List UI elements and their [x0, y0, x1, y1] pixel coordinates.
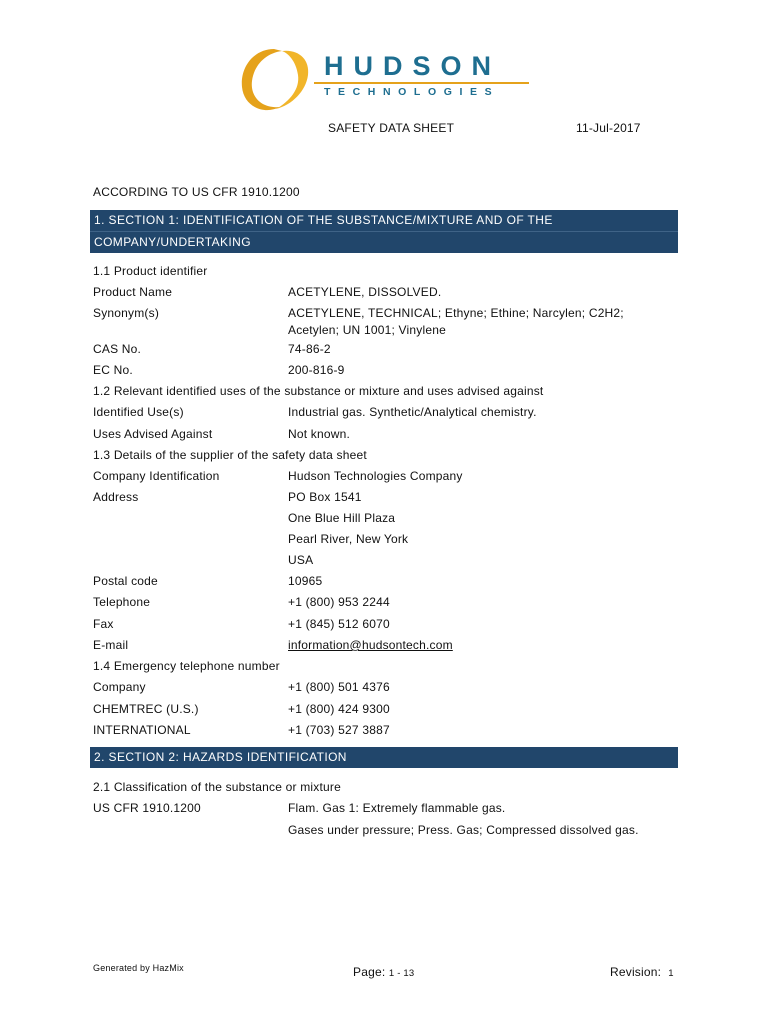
cas-label: CAS No.: [93, 342, 142, 356]
emergency-value: +1 (800) 501 4376: [288, 680, 390, 694]
emergency-value: +1 (703) 527 3887: [288, 723, 390, 737]
uses-advised-value: Not known.: [288, 427, 351, 441]
company-id-label: Company Identification: [93, 469, 220, 483]
email-link[interactable]: information@hudsontech.com: [288, 638, 453, 652]
company-id-row: [93, 467, 673, 485]
emergency-row: [93, 678, 673, 696]
footer-generated: Generated by HazMix: [93, 963, 184, 973]
footer-page-label: Page:: [353, 965, 386, 979]
cas-row: [93, 340, 673, 358]
subsection-2-1: [93, 778, 673, 796]
telephone-row: [93, 593, 673, 611]
footer-page: [353, 965, 414, 979]
emergency-row: [93, 700, 673, 718]
product-name-value: ACETYLENE, DISSOLVED.: [288, 285, 442, 299]
cas-value: 74-86-2: [288, 342, 331, 356]
footer-revision-value: 1: [668, 968, 674, 979]
synonyms-row-cont: [93, 321, 673, 339]
uses-advised-row: [93, 425, 673, 443]
fax-value: +1 (845) 512 6070: [288, 617, 390, 631]
ec-label: EC No.: [93, 363, 133, 377]
address-label: Address: [93, 490, 139, 504]
telephone-value: +1 (800) 953 2244: [288, 595, 390, 609]
synonyms-value-line2: Acetylen; UN 1001; Vinylene: [288, 323, 446, 337]
emergency-value: +1 (800) 424 9300: [288, 702, 390, 716]
section-1-title-line1: 1. SECTION 1: IDENTIFICATION OF THE SUBSTANCE/MIXTURE AND OF THE: [94, 213, 553, 227]
classification-row-cont: [93, 821, 673, 839]
footer-revision: [610, 965, 674, 979]
subsection-1-2: [93, 382, 673, 400]
classification-label: US CFR 1910.1200: [93, 801, 201, 815]
footer-revision-label: Revision:: [610, 965, 662, 979]
identified-uses-row: [93, 403, 673, 421]
section-1-header: [90, 210, 678, 253]
subsection-2-1-title: 2.1 Classification of the substance or mixture: [93, 780, 341, 794]
classification-value-line2: Gases under pressure; Press. Gas; Compressed dissolved gas.: [288, 823, 639, 837]
document-date: 11-Jul-2017: [576, 121, 641, 135]
subsection-1-1-title: 1.1 Product identifier: [93, 264, 208, 278]
classification-row: [93, 799, 673, 817]
address-row: [93, 530, 673, 548]
address-line: PO Box 1541: [288, 490, 362, 504]
address-row: [93, 488, 673, 506]
subsection-1-1: [93, 262, 673, 280]
subsection-1-2-title: 1.2 Relevant identified uses of the substance or mixture and uses advised against: [93, 384, 544, 398]
email-label: E-mail: [93, 638, 129, 652]
address-line: USA: [288, 553, 314, 567]
section-2-title: 2. SECTION 2: HAZARDS IDENTIFICATION: [94, 750, 347, 764]
company-logo: [236, 45, 536, 117]
document-title: SAFETY DATA SHEET: [328, 121, 455, 135]
company-id-value: Hudson Technologies Company: [288, 469, 463, 483]
section-2-header: [90, 747, 678, 768]
postal-row: [93, 572, 673, 590]
ec-value: 200-816-9: [288, 363, 345, 377]
identified-uses-label: Identified Use(s): [93, 405, 184, 419]
subsection-1-4-title: 1.4 Emergency telephone number: [93, 659, 280, 673]
classification-value-line1: Flam. Gas 1: Extremely flammable gas.: [288, 801, 506, 815]
address-line: Pearl River, New York: [288, 532, 409, 546]
brand-divider: [314, 82, 529, 84]
uses-advised-label: Uses Advised Against: [93, 427, 213, 441]
fax-row: [93, 615, 673, 633]
address-line: One Blue Hill Plaza: [288, 511, 396, 525]
emergency-label: CHEMTREC (U.S.): [93, 702, 199, 716]
subsection-1-4: [93, 657, 673, 675]
address-row: [93, 551, 673, 569]
section-1-title-line2: COMPANY/UNDERTAKING: [94, 235, 251, 249]
product-name-label: Product Name: [93, 285, 173, 299]
product-name-row: [93, 283, 673, 301]
footer-page-value: 1 - 13: [388, 968, 415, 979]
swirl-h-logo-icon: [236, 45, 318, 117]
emergency-row: [93, 721, 673, 739]
postal-value: 10965: [288, 574, 323, 588]
emergency-label: Company: [93, 680, 146, 694]
ec-row: [93, 361, 673, 379]
brand-subtitle: TECHNOLOGIES: [324, 86, 500, 98]
synonyms-row: [93, 304, 673, 322]
regulation-reference: ACCORDING TO US CFR 1910.1200: [93, 185, 300, 199]
postal-label: Postal code: [93, 574, 158, 588]
fax-label: Fax: [93, 617, 114, 631]
email-row: [93, 636, 673, 654]
subsection-1-3-title: 1.3 Details of the supplier of the safety data sheet: [93, 448, 367, 462]
synonyms-value-line1: ACETYLENE, TECHNICAL; Ethyne; Ethine; Narcylen; C2H2;: [288, 306, 624, 320]
emergency-label: INTERNATIONAL: [93, 723, 191, 737]
address-row: [93, 509, 673, 527]
synonyms-label: Synonym(s): [93, 306, 160, 320]
subsection-1-3: [93, 446, 673, 464]
identified-uses-value: Industrial gas. Synthetic/Analytical chemistry.: [288, 405, 537, 419]
brand-name: HUDSON: [324, 51, 502, 81]
telephone-label: Telephone: [93, 595, 151, 609]
